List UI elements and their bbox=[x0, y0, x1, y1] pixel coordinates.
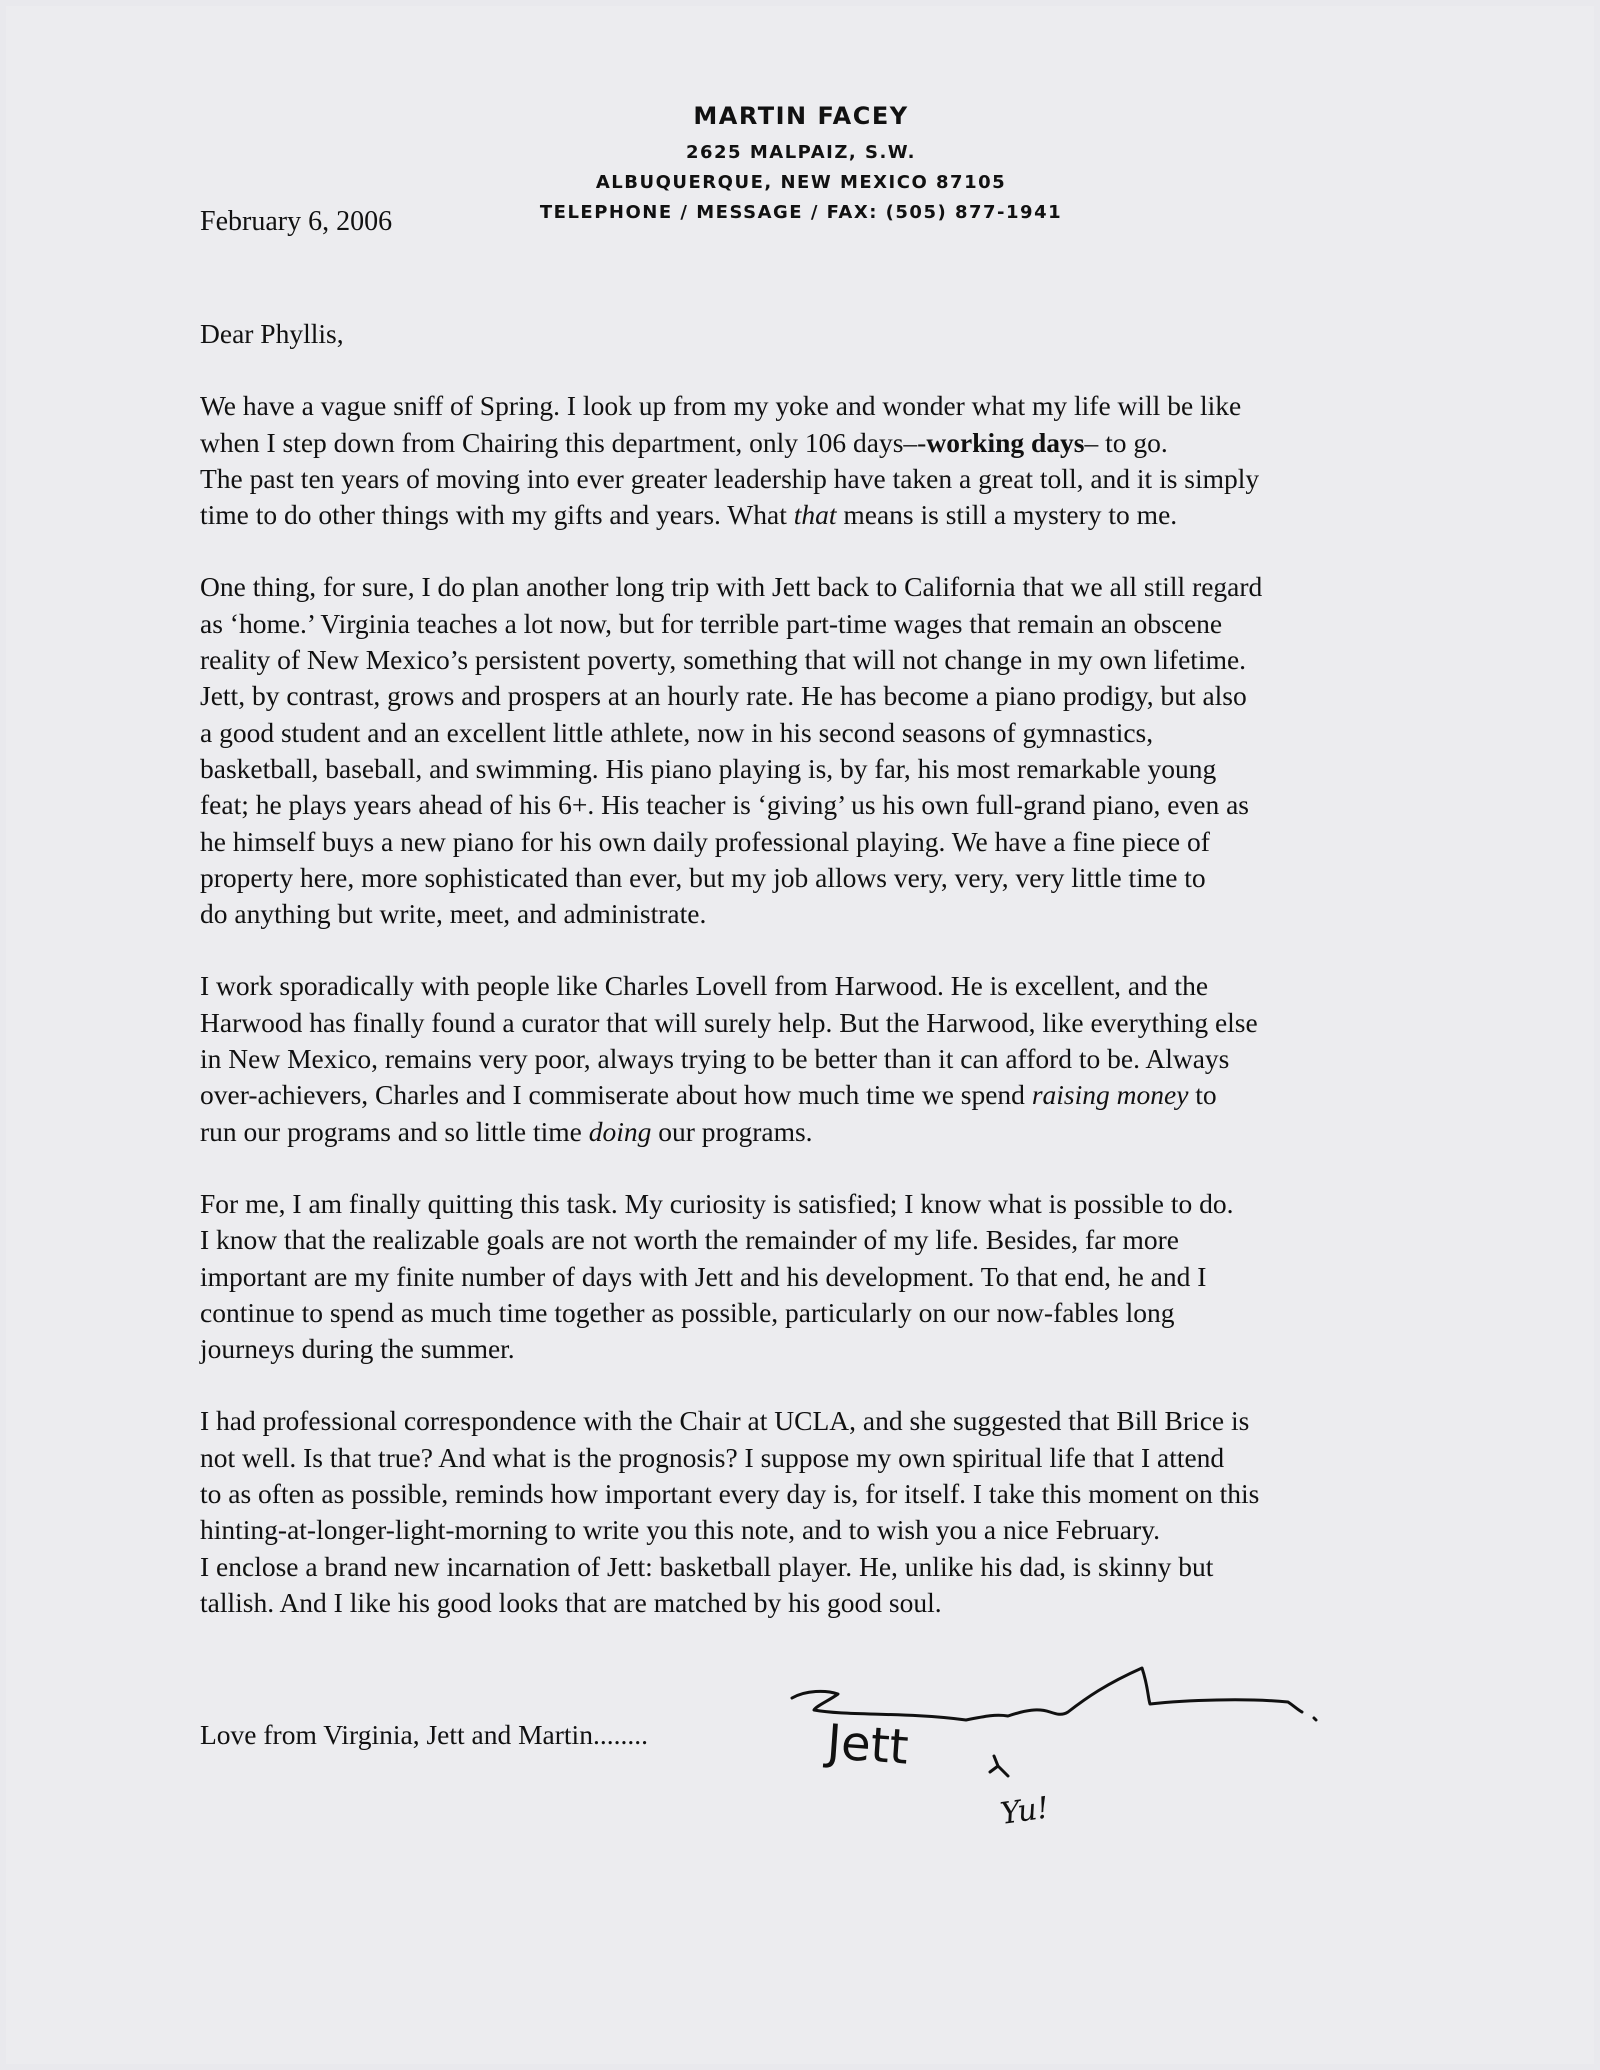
letter-body bbox=[200, 316, 1460, 1657]
paragraph-line: reality of New Mexico’s persistent poverty, something that will not change in my own lifetime. bbox=[200, 644, 1247, 676]
italic-text: raising money bbox=[1031, 1079, 1189, 1111]
text-run: – to go. bbox=[1084, 426, 1168, 458]
paragraph-line: journeys during the summer. bbox=[200, 1333, 515, 1365]
paragraph-line: The past ten years of moving into ever greater leadership have taken a great toll, and it is simply bbox=[200, 462, 1260, 494]
text-run: our programs. bbox=[651, 1115, 813, 1147]
paragraph-3 bbox=[200, 968, 1460, 1149]
paragraph-line: in New Mexico, remains very poor, always trying to be better than it can afford to be. Always bbox=[200, 1043, 1230, 1075]
paragraph-line: I had professional correspondence with the Chair at UCLA, and she suggested that Bill Brice is bbox=[200, 1405, 1250, 1437]
letterhead bbox=[496, 102, 1106, 232]
paragraph-line: I enclose a brand new incarnation of Jett: basketball player. He, unlike his dad, is skinny but bbox=[200, 1550, 1214, 1582]
paragraph-4 bbox=[200, 1186, 1460, 1367]
paragraph-line: he himself buys a new piano for his own daily professional playing. We have a fine piece of bbox=[200, 825, 1210, 857]
text-run: time to do other things with my gifts and years. What bbox=[200, 499, 794, 531]
handwritten-signature bbox=[786, 1646, 1366, 1886]
letterhead-city: ALBUQUERQUE, NEW MEXICO 87105 bbox=[595, 172, 1007, 193]
paragraph-line: Jett, by contrast, grows and prospers at an hourly rate. He has become a piano prodigy, but also bbox=[200, 680, 1247, 712]
paragraph-5 bbox=[200, 1403, 1460, 1621]
signature-dot bbox=[1314, 1718, 1316, 1720]
paragraph-line: hinting-at-longer-light-morning to write you this note, and to wish you a nice February. bbox=[200, 1514, 1160, 1546]
letter-page bbox=[6, 6, 1594, 2064]
paragraph-line: basketball, baseball, and swimming. His piano playing is, by far, his most remarkable young bbox=[200, 752, 1217, 784]
paragraph-line: important are my finite number of days with Jett and his development. To that end, he and I bbox=[200, 1260, 1207, 1292]
paragraph-line: feat; he plays years ahead of his 6+. His teacher is ‘giving’ us his own full-grand piano, even as bbox=[200, 789, 1250, 821]
paragraph-line: not well. Is that true? And what is the prognosis? I suppose my own spiritual life that I attend bbox=[200, 1441, 1225, 1473]
italic-text: doing bbox=[588, 1115, 652, 1147]
paragraph-line bbox=[200, 1077, 1460, 1113]
handwritten-note: Yu! bbox=[998, 1790, 1052, 1832]
salutation: Dear Phyllis, bbox=[200, 318, 344, 349]
italic-text: that bbox=[793, 499, 837, 531]
paragraph-line: do anything but write, meet, and administrate. bbox=[200, 898, 707, 930]
paragraph-line: For me, I am finally quitting this task. My curiosity is satisfied; I know what is possible to do. bbox=[200, 1187, 1234, 1219]
paragraph-line: property here, more sophisticated than ever, but my job allows very, very, very little time to bbox=[200, 861, 1206, 893]
paragraph-1 bbox=[200, 388, 1460, 533]
paragraph-line bbox=[200, 497, 1460, 533]
paragraph-line: a good student and an excellent little athlete, now in his second seasons of gymnastics, bbox=[200, 716, 1154, 748]
paragraph-line: We have a vague sniff of Spring. I look up from my yoke and wonder what my life will be like bbox=[200, 390, 1242, 422]
letter-date: February 6, 2006 bbox=[200, 206, 393, 237]
text-run: means is still a mystery to me. bbox=[836, 499, 1178, 531]
bold-text: working days bbox=[926, 426, 1085, 458]
paragraph-line: to as often as possible, reminds how important every day is, for itself. I take this moment on this bbox=[200, 1478, 1260, 1510]
paragraph-line bbox=[200, 425, 1460, 461]
paragraph-line: tallish. And I like his good looks that are matched by his good soul. bbox=[200, 1586, 942, 1618]
signature-stroke bbox=[792, 1668, 1302, 1720]
text-run: to bbox=[1188, 1079, 1217, 1111]
arrow-icon bbox=[990, 1756, 1008, 1776]
paragraph-line: continue to spend as much time together as possible, particularly on our now-fables long bbox=[200, 1296, 1175, 1328]
paragraph-line: One thing, for sure, I do plan another long trip with Jett back to California that we all still regard bbox=[200, 571, 1263, 603]
paragraph-line bbox=[200, 1114, 1460, 1150]
paragraph-2 bbox=[200, 569, 1460, 932]
text-run: run our programs and so little time bbox=[200, 1115, 589, 1147]
paragraph-line: Harwood has finally found a curator that will surely help. But the Harwood, like everything else bbox=[200, 1006, 1258, 1038]
paragraph-line: I know that the realizable goals are not worth the remainder of my life. Besides, far more bbox=[200, 1224, 1179, 1256]
closing-line: Love from Virginia, Jett and Martin........ bbox=[200, 1719, 648, 1750]
letterhead-phone: TELEPHONE / MESSAGE / FAX: (505) 877-1941 bbox=[539, 202, 1063, 223]
letterhead-street: 2625 MALPAIZ, S.W. bbox=[685, 142, 917, 163]
paragraph-line: as ‘home.’ Virginia teaches a lot now, but for terrible part-time wages that remain an obscene bbox=[200, 607, 1223, 639]
paragraph-line: I work sporadically with people like Charles Lovell from Harwood. He is excellent, and the bbox=[200, 970, 1209, 1002]
handwritten-name: Jett bbox=[825, 1714, 911, 1776]
letterhead-name: MARTIN FACEY bbox=[693, 102, 909, 130]
text-run: when I step down from Chairing this department, only 106 days–- bbox=[200, 426, 927, 458]
text-run: over-achievers, Charles and I commiserate about how much time we spend bbox=[200, 1079, 1032, 1111]
